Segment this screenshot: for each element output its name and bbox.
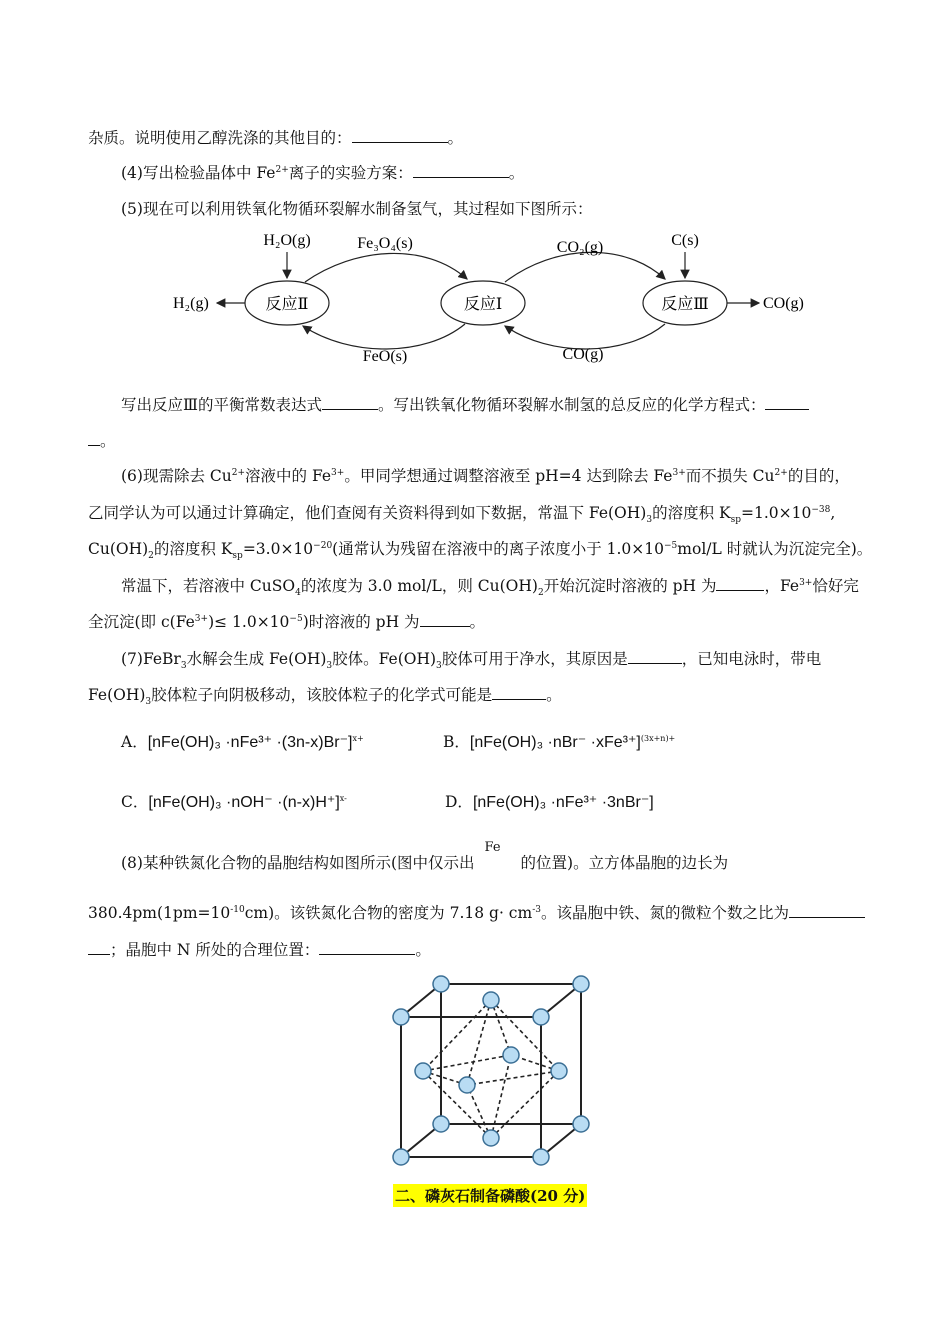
crystal-cell-figure — [385, 970, 605, 1170]
fe-atom — [573, 1116, 589, 1132]
option-c[interactable]: C．$[nFe(OH)_3 \cdot nOH^- \cdot(n-x)H^+]^{x-}$ — [121, 793, 347, 811]
answer-blank[interactable] — [88, 431, 100, 446]
answer-blank[interactable] — [88, 940, 110, 955]
answer-blank[interactable] — [322, 395, 378, 410]
question-5: (5)现在可以利用铁氧化物循环裂解水制备氢气，其过程如下图所示： — [121, 200, 593, 218]
fe-atom — [551, 1063, 567, 1079]
answer-blank[interactable] — [413, 163, 509, 178]
fe-atom — [573, 976, 589, 992]
answer-blank[interactable] — [352, 128, 448, 143]
question-5-part-b: 写出反应Ⅲ的平衡常数表达式 。写出铁氧化物循环裂解水制氢的总反应的化学方程式： — [121, 395, 809, 415]
section-title: 二、磷灰石制备磷酸(20 分) — [393, 1184, 587, 1207]
fe-atom — [393, 1009, 409, 1025]
reaction-cycle-diagram — [165, 222, 825, 372]
fe-symbol-slot: Fe — [484, 840, 501, 855]
co-return-label: CO(g) — [562, 346, 604, 363]
fe3o4-label: Fe₃O₄(s) — [357, 235, 413, 252]
answer-blank[interactable] — [319, 940, 415, 955]
answer-blank[interactable] — [765, 395, 809, 410]
co2-label: CO₂(g) — [556, 239, 604, 256]
question-7-line-2: $Fe(OH)_3$胶体粒子向阴极移动，该胶体粒子的化学式可能是 。 — [88, 686, 562, 708]
question-4: (4)写出检验晶体中 $Fe^{2+}$离子的实验方案： 。 — [121, 164, 525, 182]
question-6-line-4: 常温下，若溶液中 CuSO$_4$的浓度为 3.0 mol/L，则 $Cu(OH)_2$开始沉淀时溶液的 pH 为 ，$Fe^{3+}$恰好完 — [121, 577, 859, 599]
reaction-1-label: 反应Ⅰ — [463, 296, 503, 313]
fe-atom — [433, 976, 449, 992]
question-7-line-1: (7)FeBr$_3$水解会生成 $Fe(OH)_3$胶体。$Fe(OH)_3$胶体可用于净水，其原因是 ，已知电泳时，带电 — [121, 650, 822, 672]
option-d[interactable]: D．[nFe(OH)₃ ·nFe³⁺ ·3nBr⁻] — [445, 793, 654, 811]
question-6-line-2: 乙同学认为可以通过计算确定，他们查阅有关资料得到如下数据，常温下 $Fe(OH)_3$的溶度积 $K_{sp}=1.0\times 10^{-38}$, — [88, 504, 836, 526]
question-6-line-1: (6)现需除去 $Cu^{2+}$溶液中的 $Fe^{3+}$。甲同学想通过调整溶液至 pH=4 达到除去 $Fe^{3+}$而不损失 $Cu^{2+}$的目的， — [121, 467, 850, 485]
fe-atom — [393, 1149, 409, 1165]
reaction-2-label: 反应Ⅱ — [265, 296, 309, 313]
question-8-line-2: $380.4pm(1pm=10^{-10}cm)$。该铁氮化合物的密度为 7.18 $g\cdot cm^{-3}$。该晶胞中铁、氮的微粒个数之比为 — [88, 903, 865, 923]
question-8-line-1: (8)某种铁氮化合物的晶胞结构如图所示(图中仅示出 Fe 的位置)。立方体晶胞的边长为 — [121, 840, 729, 872]
answer-blank[interactable] — [716, 576, 764, 591]
carbon-label: C(s) — [671, 232, 699, 249]
fe-atom — [415, 1063, 431, 1079]
fe-atom — [533, 1009, 549, 1025]
co-out-label: CO(g) — [763, 295, 804, 312]
answer-blank[interactable] — [492, 685, 546, 700]
h2-label: H₂(g) — [173, 295, 209, 312]
question-8-line-3: ；晶胞中 N 所处的合理位置： 。 — [88, 940, 431, 960]
reaction-3-label: 反应Ⅲ — [661, 296, 709, 313]
fe-atom — [533, 1149, 549, 1165]
option-b[interactable]: B．$[nFe(OH)_3 \cdot nBr^- \cdot xFe^{3+}]^{(3x+n)+}$ — [443, 733, 676, 751]
answer-blank[interactable] — [628, 649, 682, 664]
fe-atom — [459, 1077, 475, 1093]
fe-atom — [503, 1047, 519, 1063]
feo-label: FeO(s) — [362, 348, 408, 365]
option-a[interactable]: A．$[nFe(OH)_3 \cdot nFe^{3+} \cdot(3n-x)Br^-]^{x+}$ — [121, 733, 364, 751]
fe-atom — [483, 1130, 499, 1146]
answer-blank[interactable] — [789, 903, 865, 918]
question-6-line-5: 全沉淀(即 $c(Fe^{3+})\le 1.0\times 10^{-5}$)时溶液的 pH 为 。 — [88, 613, 486, 631]
fe-atom — [483, 992, 499, 1008]
text-line-1: 杂质。说明使用乙醇洗涤的其他目的： 。 — [88, 129, 464, 147]
question-6-line-3: $Cu(OH)_2$的溶度积 $K_{sp}=3.0\times 10^{-20}$(通常认为残留在溶液中的离子浓度小于 $1.0\times 10^{-5}mol/L$ 时就认为沉淀完全)。 — [88, 540, 873, 562]
question-5-part-b-cont: 。 — [88, 431, 116, 451]
fe-atom — [433, 1116, 449, 1132]
h2o-label: H₂O(g) — [263, 232, 311, 249]
answer-blank[interactable] — [420, 612, 470, 627]
